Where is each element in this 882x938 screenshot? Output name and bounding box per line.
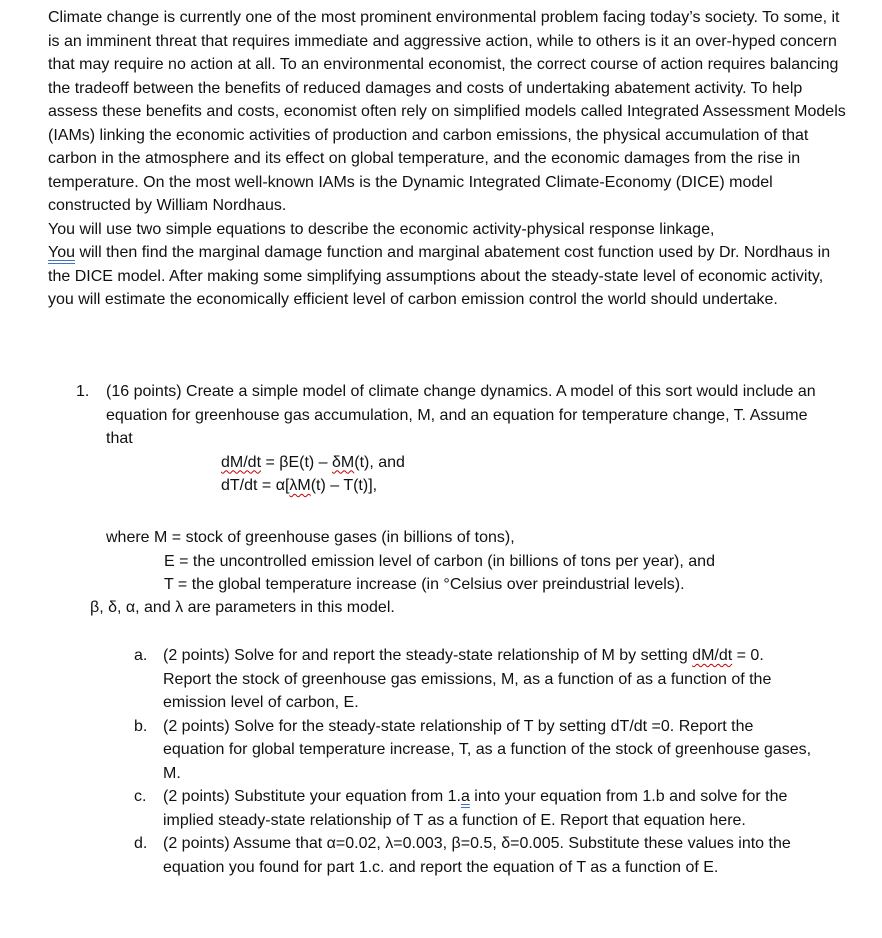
subpart-b-text: (2 points) Solve for the steady-state relationship of T by setting dT/dt =0. Report the equation for global temperature increase, T, as a function of the stock of greenhouse gases, M. xyxy=(163,717,812,782)
question-1-body xyxy=(106,380,816,498)
document-page xyxy=(48,6,848,312)
where-m-definition: where M = stock of greenhouse gases (in billions of tons), xyxy=(106,529,515,546)
subpart-a-post: = 0. Report the stock of greenhouse gas emissions, M, as a function of as a function of the emission level of carbon, E. xyxy=(163,647,772,711)
eq1-dmdt: dM/dt xyxy=(221,453,262,471)
question-1 xyxy=(76,380,816,876)
intro-you-word: You xyxy=(48,244,75,261)
subpart-a-pre: (2 points) Solve for and report the steady-state relationship of M by setting xyxy=(163,647,693,664)
intro-paragraph-1: Climate change is currently one of the most prominent environmental problem facing today’s society. To some, it is an imminent threat that requires immediate and aggressive action, while to others is it an over-hyped concern that may require no action at all. To an environmental economist, the correct course of action requires balancing the tradeoff between the benefits of reduced damages and costs of undertaking abatement activity. To help assess these benefits and costs, economist often rely on simplified models called Integrated Assessment Models (IAMs) linking the economic activities of production and carbon emissions, the physical accumulation of that carbon in the atmosphere and its effect on global temperature, and the economic damages from the rise in temperature. On the most well-known IAMs is the Dynamic Integrated Climate-Economy (DICE) model constructed by William Nordhaus. xyxy=(48,9,846,214)
subpart-d-text: (2 points) Assume that α=0.02, λ=0.003, β=0.5, δ=0.005. Substitute these values into the equation you found for part 1.c. and report the equation of T as a function of E. xyxy=(163,835,791,876)
equation-dt-dt xyxy=(221,474,816,498)
eq2-start: dT/dt = α[ xyxy=(221,477,290,494)
intro-paragraph-2-start: You will use two simple equations to describe the economic activity-physical response linkage, xyxy=(48,220,715,238)
subpart-c-post: into your equation from 1.b and solve for the implied steady-state relationship of T as a function of E. Report that equation here. xyxy=(163,788,788,829)
subpart-b xyxy=(134,715,814,786)
eq1-delta-m: δM xyxy=(332,453,355,471)
parameters-line: β, δ, α, and λ are parameters in this model. xyxy=(90,599,395,616)
where-t-definition: T = the global temperature increase (in °Celsius over preindustrial levels). xyxy=(164,576,685,593)
question-1-number: 1. xyxy=(76,383,90,400)
variable-definitions xyxy=(106,526,826,597)
eq1-end: (t), and xyxy=(354,453,405,471)
subpart-c-label: c. xyxy=(134,788,147,805)
subparts-list xyxy=(134,644,814,879)
where-e-definition: E = the uncontrolled emission level of carbon (in billions of tons per year), and xyxy=(164,552,715,570)
subpart-d-label: d. xyxy=(134,835,148,852)
intro-section xyxy=(48,6,848,312)
subpart-b-label: b. xyxy=(134,717,148,735)
subpart-c-pre: (2 points) Substitute your equation from 1. xyxy=(163,788,461,805)
eq2-end: (t) – T(t)], xyxy=(310,477,378,494)
subpart-a-label: a. xyxy=(134,647,148,664)
subpart-d xyxy=(134,832,814,879)
subpart-a xyxy=(134,644,814,715)
question-1-text: (16 points) Create a simple model of climate change dynamics. A model of this sort would include an equation for greenhouse gas accumulation, M, and an equation for temperature change, T. Assume that xyxy=(106,383,816,447)
subpart-a-mark: dM/dt xyxy=(692,647,733,664)
eq1-mid: = βE(t) – xyxy=(261,453,333,471)
intro-paragraph-2-rest: will then find the marginal damage function and marginal abatement cost function used by Dr. Nordhaus in the DICE model. After making some simplifying assumptions about the steady-state level of economic activity, you will estimate the economically efficient level of carbon emission control the world should undertake. xyxy=(48,244,831,308)
subpart-c-mark: a xyxy=(460,788,470,805)
eq2-lambda-m: λM xyxy=(289,477,311,494)
subpart-c xyxy=(134,785,814,832)
intro-paragraph-2 xyxy=(48,218,848,312)
equation-dm-dt xyxy=(221,451,816,475)
